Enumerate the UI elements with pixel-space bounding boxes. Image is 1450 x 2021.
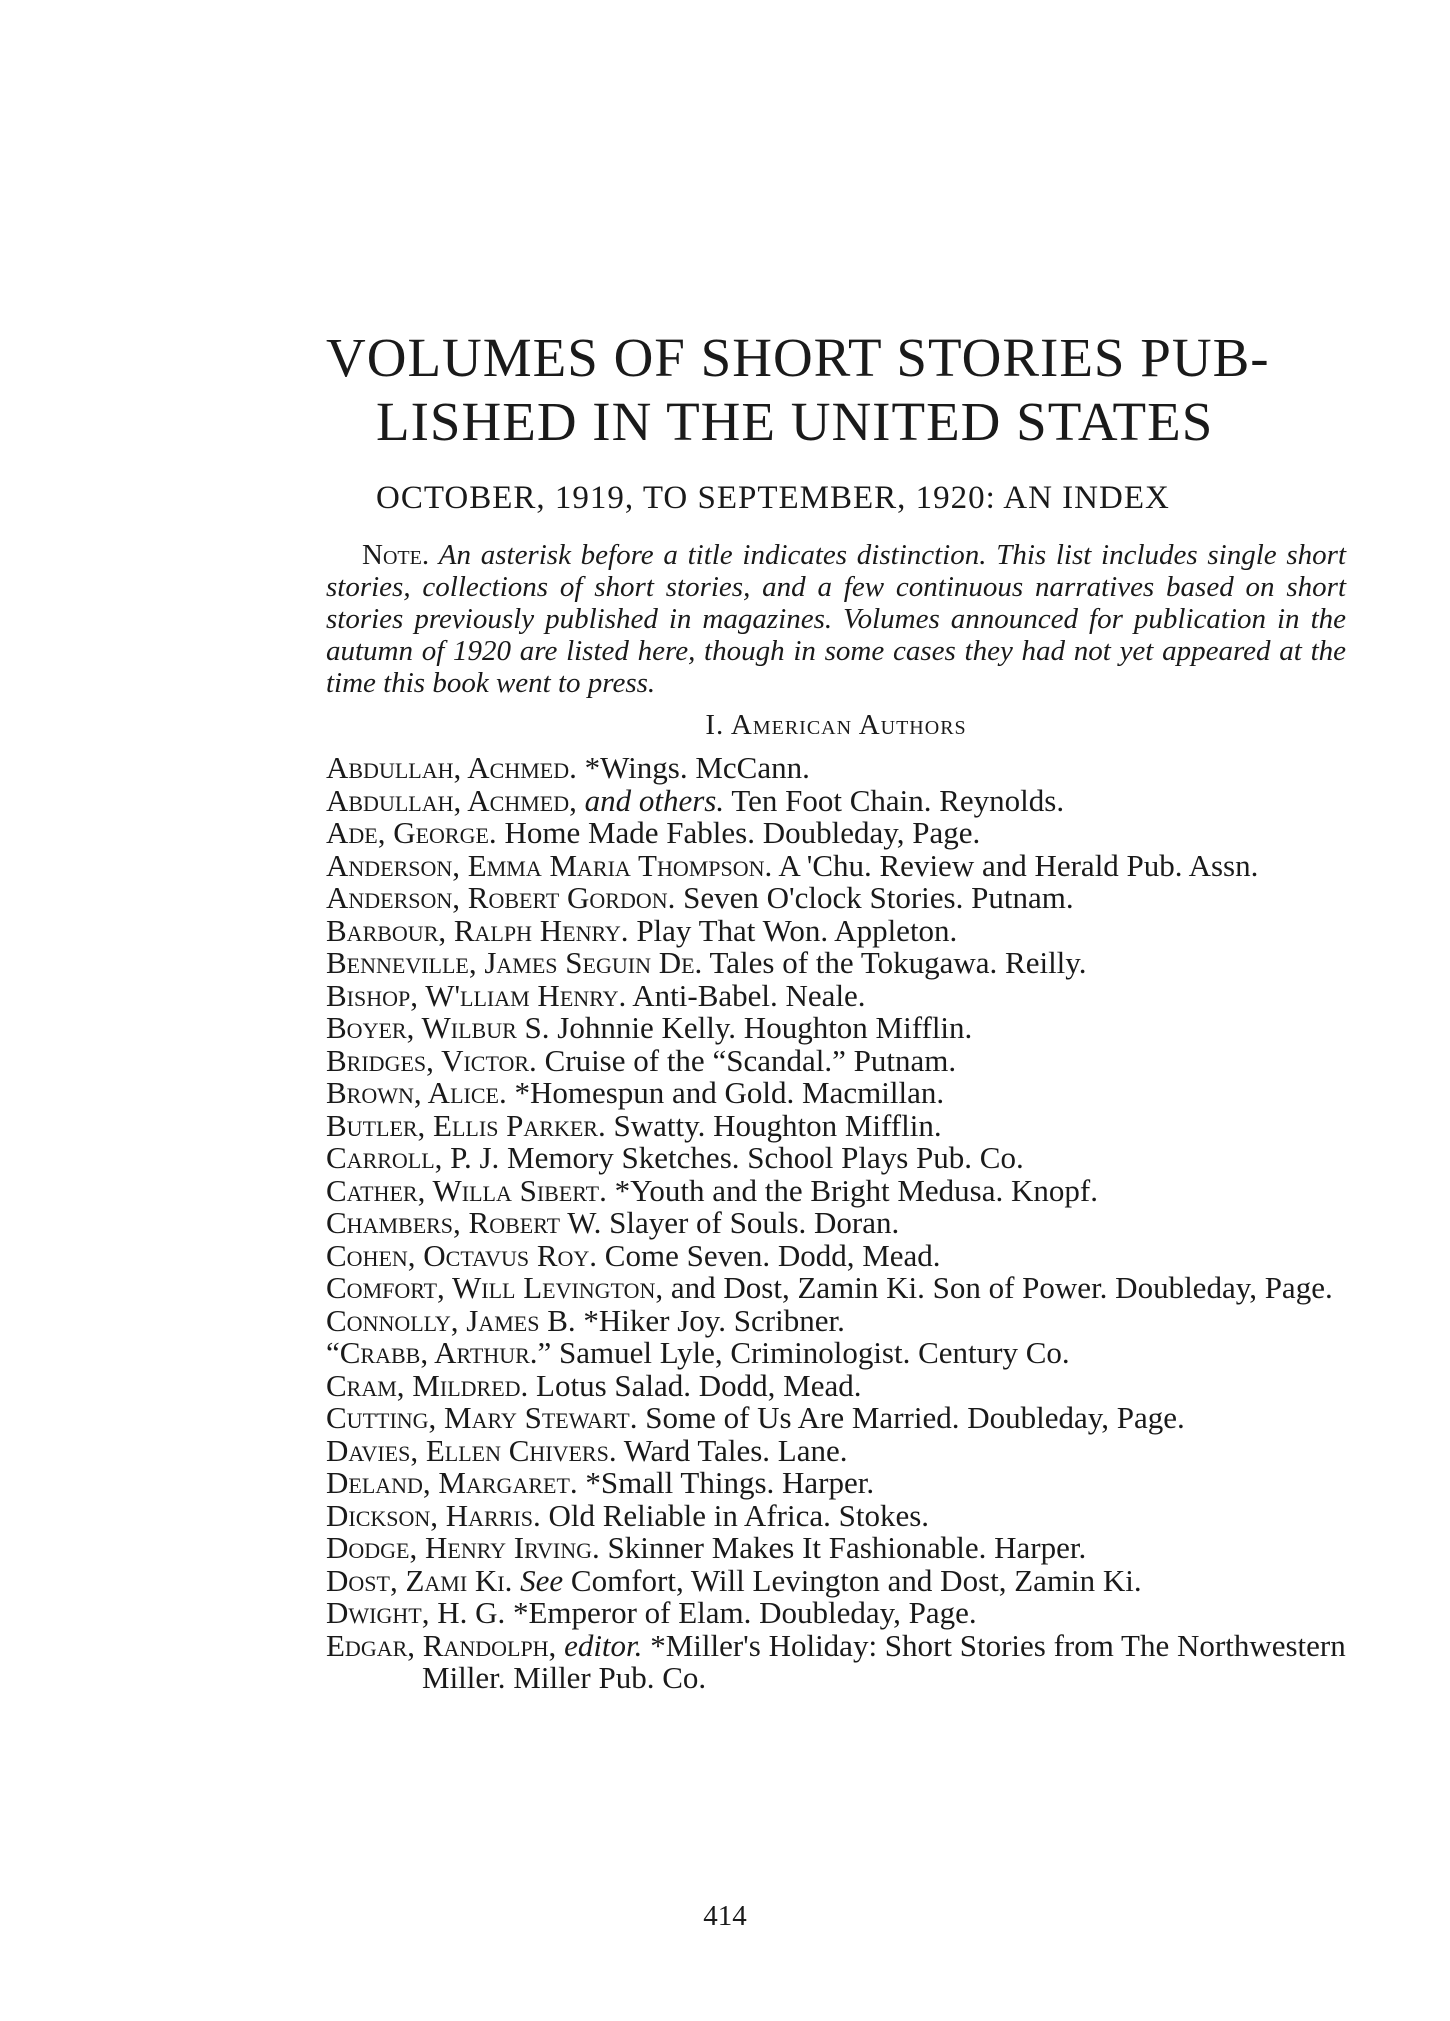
entry-title-publisher: and Dost, Zamin Ki. Son of Power. Doubleday, Page. bbox=[663, 1270, 1333, 1305]
entry-author: Chambers, Robert W. bbox=[326, 1205, 602, 1240]
entry-title-publisher: Ward Tales. Lane. bbox=[616, 1432, 848, 1468]
list-item bbox=[326, 1432, 1346, 1468]
list-item bbox=[326, 977, 1346, 1013]
entry-title-publisher: Some of Us Are Married. Doubleday, Page. bbox=[637, 1400, 1185, 1435]
list-item bbox=[326, 752, 1346, 785]
book-page bbox=[326, 326, 1346, 1695]
list-item bbox=[326, 1497, 1346, 1533]
list-item bbox=[326, 1272, 1346, 1305]
list-item bbox=[326, 1597, 1346, 1630]
entry-title-publisher: Come Seven. Dodd, Mead. bbox=[597, 1237, 941, 1273]
entry-author: Carroll, P. J. bbox=[326, 1140, 500, 1175]
page-number: 414 bbox=[703, 1900, 747, 1932]
entry-author: Bishop, W'lliam Henry. bbox=[326, 977, 627, 1013]
entry-title-publisher: Play That Won. Appleton. bbox=[628, 912, 958, 948]
list-item bbox=[326, 782, 1346, 818]
entry-author: Cohen, Octavus Roy. bbox=[326, 1237, 598, 1273]
entry-title-publisher: *Youth and the Bright Medusa. Knopf. bbox=[606, 1172, 1098, 1208]
list-item bbox=[326, 882, 1346, 915]
entry-author: Dodge, Henry Irving. bbox=[326, 1530, 600, 1565]
list-item bbox=[326, 1467, 1346, 1500]
note-paragraph bbox=[326, 539, 1346, 699]
list-item bbox=[326, 1237, 1346, 1273]
entry-author: Brown, Alice. bbox=[326, 1075, 507, 1110]
entry-title-publisher: *Miller's Holiday: Short Stories from The Northwestern Miller. Miller Pub. Co. bbox=[422, 1627, 1346, 1695]
list-item bbox=[326, 1402, 1346, 1435]
entry-author: Davies, Ellen Chivers. bbox=[326, 1432, 617, 1468]
list-item bbox=[326, 912, 1346, 948]
entry-title-publisher: Home Made Fables. Doubleday, Page. bbox=[496, 815, 981, 850]
entry-title-publisher: Ten Foot Chain. Reynolds. bbox=[724, 782, 1065, 818]
entry-title-publisher: *Wings. McCann. bbox=[576, 750, 810, 785]
entry-author: Boyer, Wilbur S. bbox=[326, 1010, 550, 1045]
entry-author: Dickson, Harris. bbox=[326, 1497, 541, 1533]
entry-author: Benneville, James Seguin De. bbox=[326, 945, 703, 980]
section-heading: I. American Authors bbox=[705, 709, 967, 741]
entry-author: Edgar, Randolph, bbox=[326, 1627, 557, 1663]
list-item bbox=[326, 1042, 1346, 1078]
entry-annotation: See bbox=[512, 1562, 564, 1598]
entry-author: Cutting, Mary Stewart. bbox=[326, 1400, 638, 1435]
entry-title-publisher: Lotus Salad. Dodd, Mead. bbox=[528, 1367, 862, 1403]
note-text: An asterisk before a title indicates distinction. This list includes single short stories, collections of short stories, and a few continuous narratives based on short stories previously published in magazines. Volumes announced for publication in the autumn of 1920 are listed here, though in some cases they had not yet appeared at the time this book went to press. bbox=[326, 539, 1347, 699]
entry-title-publisher: *Homespun and Gold. Macmillan. bbox=[506, 1075, 945, 1110]
list-item bbox=[326, 1142, 1346, 1175]
entry-title-publisher: Old Reliable in Africa. Stokes. bbox=[540, 1497, 930, 1533]
list-item bbox=[326, 1077, 1346, 1110]
entry-annotation: and others. bbox=[576, 782, 725, 818]
list-item bbox=[326, 947, 1346, 980]
entry-author: Cram, Mildred. bbox=[326, 1367, 529, 1403]
title-line-2: LISHED IN THE UNITED STATES bbox=[376, 391, 1214, 452]
entry-author: “Crabb, Arthur.” bbox=[326, 1335, 552, 1370]
entry-title-publisher: A 'Chu. Review and Herald Pub. Assn. bbox=[772, 847, 1259, 883]
entry-title-publisher: Comfort, Will Levington and Dost, Zamin Ki. bbox=[563, 1562, 1142, 1598]
entry-author: Dwight, H. G. bbox=[326, 1595, 506, 1630]
list-item bbox=[326, 1012, 1346, 1045]
list-item bbox=[326, 1207, 1346, 1240]
entry-author: Bridges, Victor. bbox=[326, 1042, 537, 1078]
list-item bbox=[326, 817, 1346, 850]
entry-author: Anderson, Emma Maria Thompson. bbox=[326, 847, 773, 883]
entry-title-publisher: *Small Things. Harper. bbox=[577, 1465, 875, 1500]
list-item bbox=[326, 1302, 1346, 1338]
entry-author: Ade, George. bbox=[326, 815, 497, 850]
entry-author: Connolly, James B. bbox=[326, 1302, 576, 1338]
list-item bbox=[326, 1337, 1346, 1370]
list-item bbox=[326, 847, 1346, 883]
list-item bbox=[326, 1627, 1346, 1695]
entry-title-publisher: Cruise of the “Scandal.” Putnam. bbox=[536, 1042, 957, 1078]
entry-author: Butler, Ellis Parker. bbox=[326, 1107, 606, 1143]
title-line-1: VOLUMES OF SHORT STORIES PUB- bbox=[326, 327, 1270, 388]
entry-title-publisher: Swatty. Houghton Mifflin. bbox=[605, 1107, 942, 1143]
entry-title-publisher: Slayer of Souls. Doran. bbox=[601, 1205, 900, 1240]
page-title bbox=[326, 326, 1346, 454]
list-item bbox=[326, 1562, 1346, 1598]
entry-author: Barbour, Ralph Henry. bbox=[326, 912, 629, 948]
entry-title-publisher: *Emperor of Elam. Doubleday, Page. bbox=[505, 1595, 977, 1630]
note-label: Note. bbox=[362, 539, 430, 571]
entry-title-publisher: Seven O'clock Stories. Putnam. bbox=[675, 880, 1074, 915]
entry-annotation: editor. bbox=[556, 1627, 643, 1663]
entry-title-publisher: Johnnie Kelly. Houghton Mifflin. bbox=[549, 1010, 973, 1045]
entry-title-publisher: Memory Sketches. School Plays Pub. Co. bbox=[499, 1140, 1024, 1175]
entry-author: Deland, Margaret. bbox=[326, 1465, 578, 1500]
list-item bbox=[326, 1367, 1346, 1403]
entry-author: Comfort, Will Levington, bbox=[326, 1270, 664, 1305]
entry-title-publisher: *Hiker Joy. Scribner. bbox=[575, 1302, 845, 1338]
list-item bbox=[326, 1107, 1346, 1143]
entry-author: Dost, Zami Ki. bbox=[326, 1562, 513, 1598]
entry-title-publisher: Anti-Babel. Neale. bbox=[626, 977, 866, 1013]
entry-author: Abdullah, Achmed, bbox=[326, 782, 577, 818]
entry-title-publisher: Samuel Lyle, Criminologist. Century Co. bbox=[551, 1335, 1070, 1370]
subtitle: OCTOBER, 1919, TO SEPTEMBER, 1920: AN INDEX bbox=[376, 480, 1170, 516]
entries-list bbox=[326, 752, 1346, 1695]
entry-author: Anderson, Robert Gordon. bbox=[326, 880, 676, 915]
entry-author: Abdullah, Achmed. bbox=[326, 750, 577, 785]
entry-title-publisher: Skinner Makes It Fashionable. Harper. bbox=[599, 1530, 1087, 1565]
list-item bbox=[326, 1532, 1346, 1565]
entry-title-publisher: Tales of the Tokugawa. Reilly. bbox=[702, 945, 1087, 980]
entry-author: Cather, Willa Sibert. bbox=[326, 1172, 607, 1208]
list-item bbox=[326, 1172, 1346, 1208]
